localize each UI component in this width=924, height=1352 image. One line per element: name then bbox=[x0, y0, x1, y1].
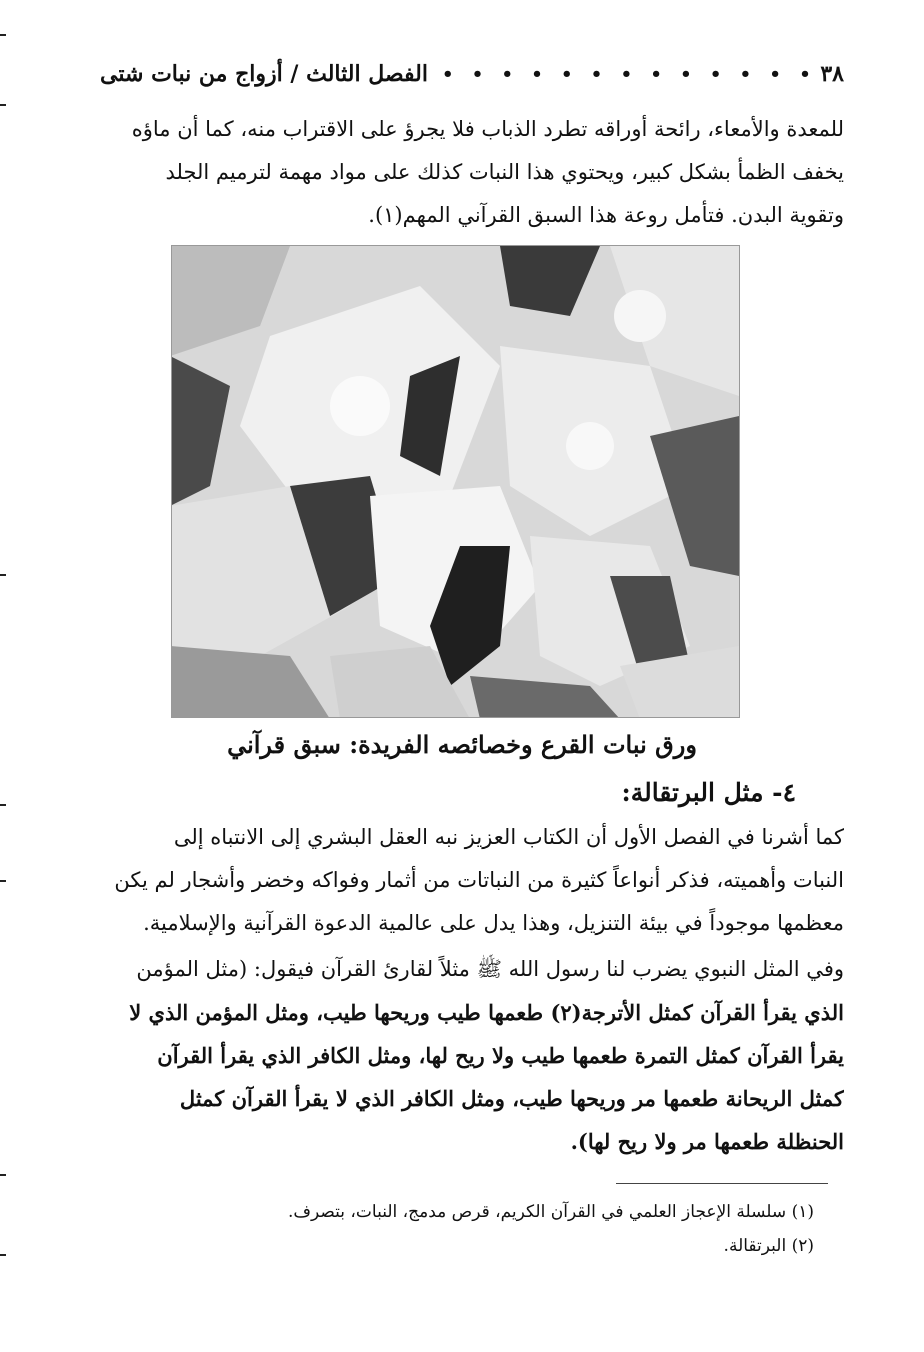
footnote: (١) سلسلة الإعجاز العلمي في القرآن الكريم، قرص مدمج، النبات، بتصرف. bbox=[288, 1202, 814, 1222]
intro-paragraph bbox=[88, 108, 844, 237]
text-line: وتقوية البدن. فتأمل روعة هذا السبق القرآني المهم(١). bbox=[368, 203, 844, 227]
paragraph-3 bbox=[88, 948, 844, 1163]
footnotes bbox=[288, 1195, 814, 1263]
section-heading: ٤- مثل البرتقالة: bbox=[621, 778, 796, 807]
running-head bbox=[100, 56, 844, 92]
text-line: للمعدة والأمعاء، رائحة أوراقه تطرد الذباب فلا يجرؤ على الاقتراب منه، كما أن ماؤه bbox=[131, 117, 844, 141]
paragraph-2 bbox=[88, 816, 844, 945]
text-line: معظمها موجوداً في بيئة التنزيل، وهذا يدل على عالمية الدعوة القرآنية والإسلامية. bbox=[143, 911, 844, 935]
scan-mark bbox=[0, 34, 6, 36]
hadith-line: الحنظلة طعمها مر ولا ريح لها). bbox=[570, 1129, 844, 1154]
footnote: (٢) البرتقالة. bbox=[723, 1236, 814, 1256]
text-line: النبات وأهميته، فذكر أنواعاً كثيرة من النباتات من أثمار وفواكه وخضر وأشجار لم يكن bbox=[114, 868, 844, 892]
hadith-line: كمثل الريحانة طعمها مر وريحها طيب، ومثل الكافر الذي لا يقرأ القرآن كمثل bbox=[179, 1086, 844, 1111]
scan-mark bbox=[0, 1254, 6, 1256]
pumpkin-leaf-photo bbox=[171, 245, 740, 718]
hadith-line: الذي يقرأ القرآن كمثل الأترجة(٢) طعمها طيب وريحها طيب، ومثل المؤمن الذي لا bbox=[129, 1000, 844, 1025]
header-dots: • • • • • • • • • • • • • bbox=[441, 63, 817, 85]
scan-mark bbox=[0, 880, 6, 882]
page-number: ٣٨ bbox=[820, 61, 844, 87]
scan-mark bbox=[0, 574, 6, 576]
scan-mark bbox=[0, 1174, 6, 1176]
text-line: كما أشرنا في الفصل الأول أن الكتاب العزيز نبه العقل البشري إلى الانتباه إلى bbox=[173, 825, 844, 849]
hadith-line: يقرأ القرآن كمثل التمرة طعمها طيب ولا ريح لها، ومثل الكافر الذي يقرأ القرآن bbox=[157, 1043, 844, 1068]
text-line: وفي المثل النبوي يضرب لنا رسول الله ﷺ مثلاً لقارئ القرآن فيقول: (مثل المؤمن bbox=[136, 957, 844, 981]
scan-mark bbox=[0, 104, 6, 106]
scan-mark bbox=[0, 804, 6, 806]
leaf-image bbox=[171, 246, 739, 718]
text-line: يخفف الظمأ بشكل كبير، ويحتوي هذا النبات كذلك على مواد مهمة لترميم الجلد bbox=[165, 160, 844, 184]
footnote-divider bbox=[616, 1183, 828, 1184]
chapter-title: الفصل الثالث / أزواج من نبات شتى bbox=[100, 61, 428, 87]
figure-caption: ورق نبات القرع وخصائصه الفريدة: سبق قرآني bbox=[227, 730, 697, 759]
